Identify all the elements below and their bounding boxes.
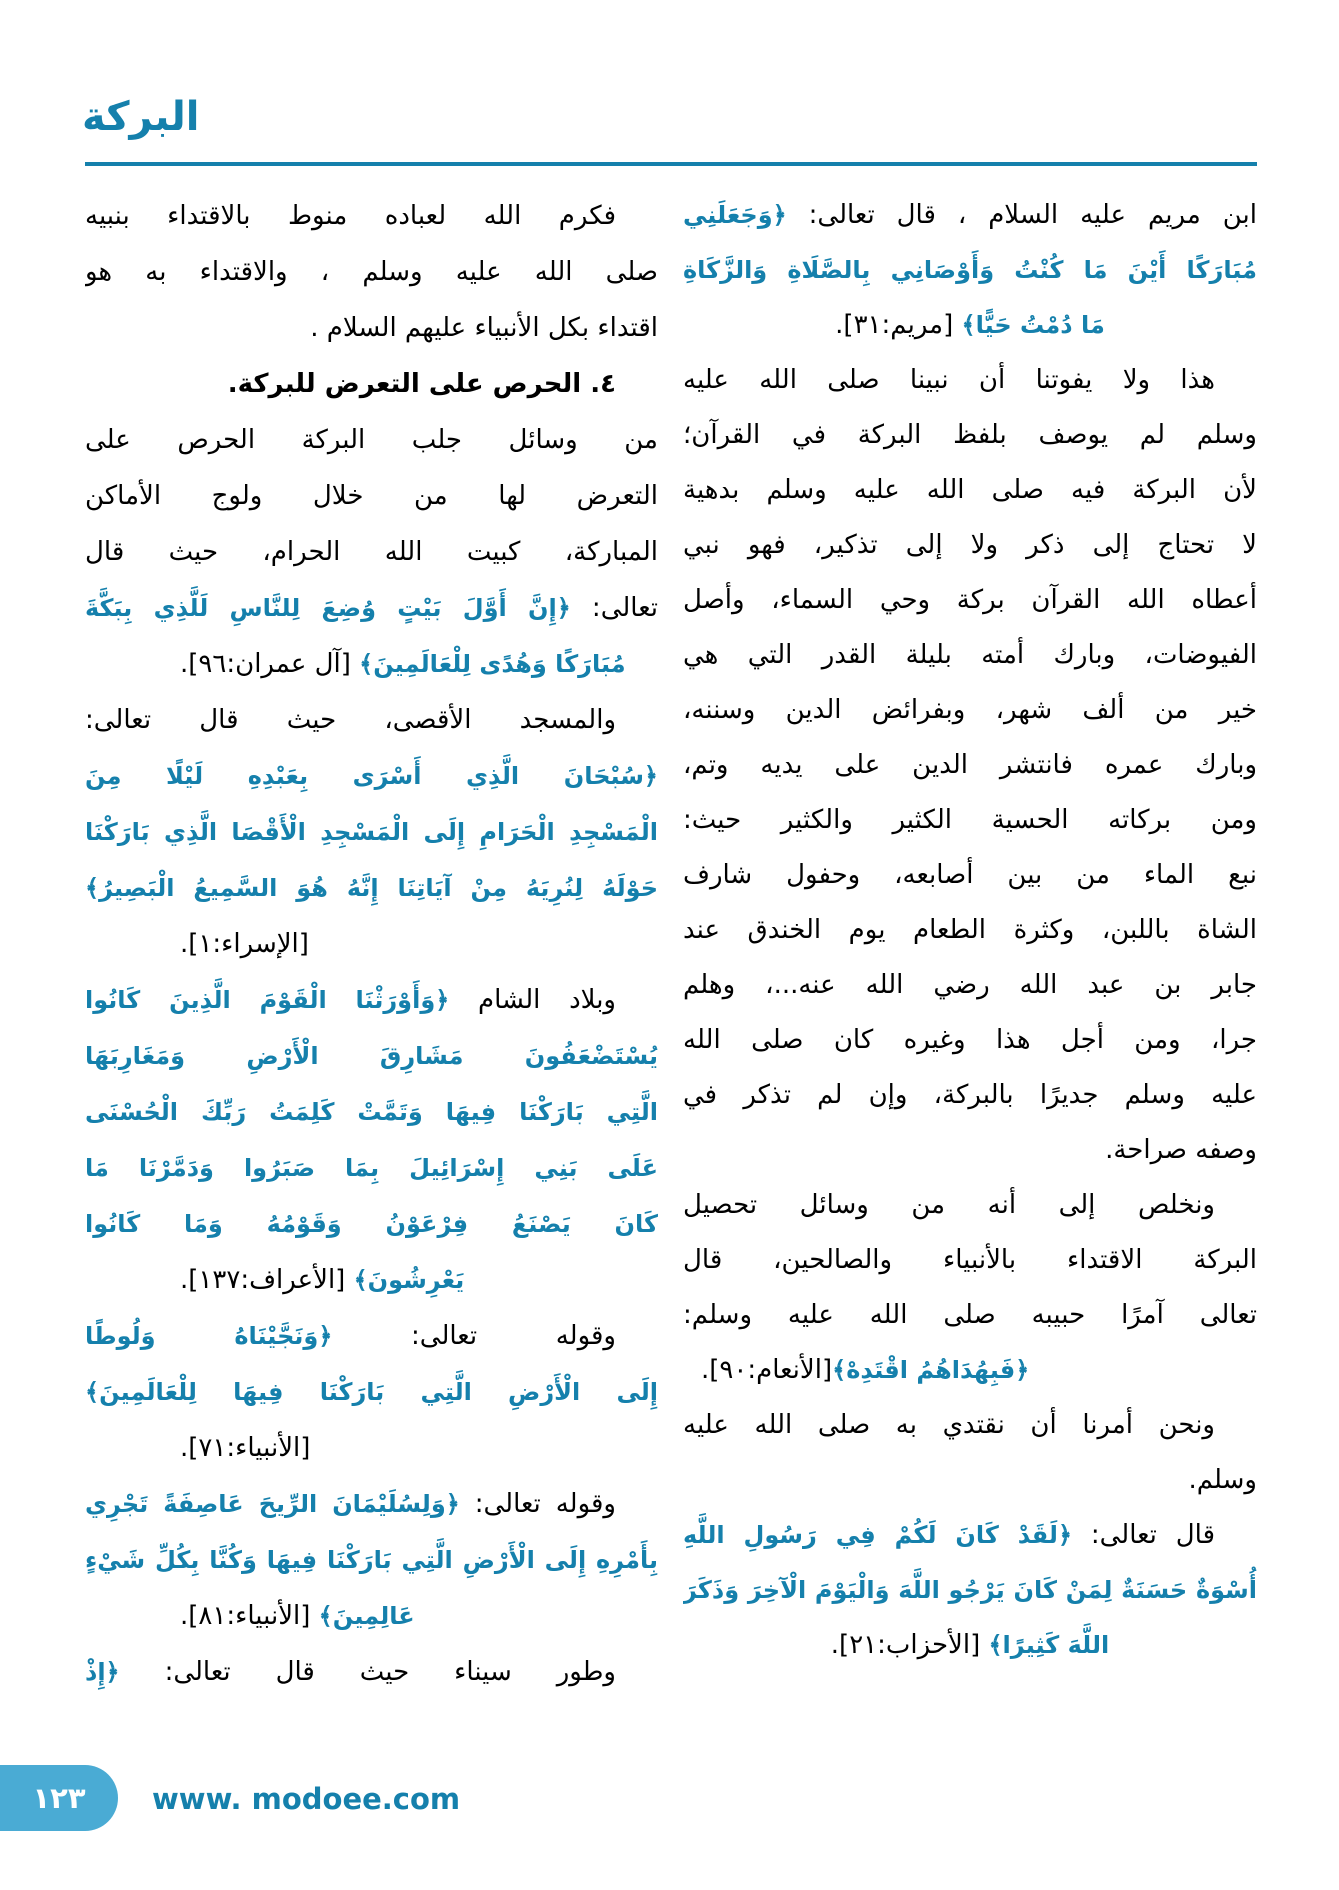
text-column-left	[85, 188, 658, 1700]
quran-verse-segment: عَلَى بَنِي إِسْرَائِيلَ بِمَا صَبَرُوا وَدَمَّرْنَا مَا	[85, 1154, 658, 1182]
quran-verse-segment: أُسْوَةٌ حَسَنَةٌ لِمَنْ كَانَ يَرْجُو اللَّهَ وَالْيَوْمَ الْآخِرَ وَذَكَرَ	[683, 1576, 1257, 1604]
quran-verse-segment: يَعْرِشُونَ﴾	[353, 1266, 465, 1294]
text-line	[683, 958, 1257, 1013]
body-text-segment: التعرض لها من خلال ولوج الأماكن	[85, 481, 658, 511]
body-text-segment: المباركة، كبيت الله الحرام، حيث قال	[85, 537, 658, 567]
section-heading	[85, 356, 658, 412]
text-line	[683, 628, 1257, 683]
text-line	[85, 412, 658, 468]
text-line	[85, 1084, 658, 1140]
body-text-segment: [الإسراء:١].	[180, 929, 309, 959]
text-line	[85, 524, 658, 580]
body-text-segment: البركة الاقتداء بالأنبياء والصالحين، قال	[683, 1245, 1257, 1275]
quran-verse-segment: ﴿سُبْحَانَ الَّذِي أَسْرَى بِعَبْدِهِ لَيْلًا مِنَ	[85, 762, 658, 790]
text-line	[85, 1140, 658, 1196]
text-line	[85, 1420, 658, 1476]
text-line	[85, 1308, 658, 1364]
body-text-segment: وبلاد الشام	[449, 985, 616, 1015]
text-line	[85, 580, 658, 636]
text-line	[85, 972, 658, 1028]
quran-verse-segment: مُبَارَكًا وَهُدًى لِلْعَالَمِينَ﴾	[359, 650, 626, 678]
text-line	[683, 243, 1257, 298]
body-text-segment: وبارك عمره فانتشر الدين على يديه وتم،	[683, 750, 1257, 780]
quran-verse-segment: ﴿إِذْ	[85, 1658, 120, 1686]
text-line	[683, 1013, 1257, 1068]
body-text-segment: خير من ألف شهر، وبفرائض الدين وسننه،	[683, 695, 1257, 725]
text-line	[683, 1288, 1257, 1343]
body-text-segment: [الأحزاب:٢١].	[830, 1630, 989, 1660]
quran-verse-segment: ﴿فَبِهُدَاهُمُ اقْتَدِهْ﴾	[832, 1356, 1030, 1384]
text-line	[683, 1178, 1257, 1233]
body-text-segment: الفيوضات، وبارك أمته بليلة القدر التي هي	[683, 640, 1257, 670]
text-line	[683, 298, 1257, 353]
body-text-segment: تعالى:	[570, 593, 658, 623]
body-text-segment: لأن البركة فيه صلى الله عليه وسلم بدهية	[683, 475, 1257, 505]
text-line	[85, 244, 658, 300]
quran-verse-segment: مَا دُمْتُ حَيًّا﴾	[961, 311, 1105, 339]
text-line	[683, 408, 1257, 463]
page-number: ١٢٣	[32, 1781, 86, 1815]
text-line	[683, 683, 1257, 738]
text-line	[683, 1453, 1257, 1508]
website-url: www. modoee.com	[152, 1782, 461, 1816]
quran-verse-segment: حَوْلَهُ لِنُرِيَهُ مِنْ آيَاتِنَا إِنَّهُ هُوَ السَّمِيعُ الْبَصِيرُ﴾	[85, 874, 658, 902]
body-text-segment: اقتداء بكل الأنبياء عليهم السلام .	[310, 313, 658, 343]
quran-verse-segment: ﴿وَنَجَّيْنَاهُ وَلُوطًا	[85, 1322, 333, 1350]
quran-verse-segment: ﴿وَلِسُلَيْمَانَ الرِّيحَ عَاصِفَةً تَجْرِي	[85, 1490, 460, 1518]
text-line	[85, 916, 658, 972]
text-column-right	[683, 188, 1257, 1673]
text-line	[683, 518, 1257, 573]
quran-verse-segment: اللَّهَ كَثِيرًا﴾	[988, 1631, 1110, 1659]
text-line	[683, 793, 1257, 848]
body-text-segment: جابر بن عبد الله رضي الله عنه...، وهلم	[683, 970, 1257, 1000]
text-line	[85, 636, 658, 692]
text-line	[85, 1644, 658, 1700]
body-text-segment: [الأنبياء:٧١].	[180, 1433, 311, 1463]
quran-verse-segment: بِأَمْرِهِ إِلَى الْأَرْضِ الَّتِي بَارَكْنَا فِيهَا وَكُنَّا بِكُلِّ شَيْءٍ	[85, 1546, 658, 1574]
body-text-segment: من وسائل جلب البركة الحرص على	[85, 425, 658, 455]
text-line	[683, 353, 1257, 408]
text-line	[85, 1196, 658, 1252]
text-line	[85, 692, 658, 748]
quran-verse-segment: إِلَى الْأَرْضِ الَّتِي بَارَكْنَا فِيهَا لِلْعَالَمِينَ﴾	[85, 1378, 658, 1406]
text-line	[683, 903, 1257, 958]
text-line	[85, 804, 658, 860]
body-text-segment: ومن بركاته الحسية الكثير والكثير حيث:	[683, 805, 1257, 835]
body-text-segment: وقوله تعالى:	[332, 1321, 616, 1351]
quran-verse-segment: ﴿لَقَدْ كَانَ لَكُمْ فِي رَسُولِ اللَّهِ	[683, 1521, 1073, 1549]
text-line	[683, 1508, 1257, 1563]
text-line	[683, 848, 1257, 903]
text-line	[85, 860, 658, 916]
body-text-segment: [الأعراف:١٣٧].	[180, 1265, 354, 1295]
quran-verse-segment: عَالِمِينَ﴾	[318, 1602, 415, 1630]
body-text-segment: [الأنبياء:٨١].	[180, 1601, 319, 1631]
text-line	[683, 1343, 1257, 1398]
body-text-segment: عليه وسلم جديرًا بالبركة، وإن لم تذكر في	[683, 1080, 1257, 1110]
quran-verse-segment: كَانَ يَصْنَعُ فِرْعَوْنُ وَقَوْمُهُ وَمَا كَانُوا	[85, 1210, 658, 1238]
body-text-segment: ونخلص إلى أنه من وسائل تحصيل	[683, 1190, 1215, 1220]
body-text-segment: ونحن أمرنا أن نقتدي به صلى الله عليه	[683, 1410, 1215, 1440]
text-line	[683, 188, 1257, 243]
body-text-segment: فكرم الله لعباده منوط بالاقتداء بنبيه	[85, 201, 616, 231]
text-line	[85, 1588, 658, 1644]
body-text-segment: صلى الله عليه وسلم ، والاقتداء به هو	[85, 257, 658, 287]
text-line	[85, 748, 658, 804]
body-text-segment: لا تحتاج إلى ذكر ولا إلى تذكير، فهو نبي	[683, 530, 1257, 560]
text-line	[85, 1532, 658, 1588]
text-line	[85, 300, 658, 356]
text-line	[85, 1028, 658, 1084]
body-text-segment: تعالى آمرًا حبيبه صلى الله عليه وسلم:	[683, 1300, 1257, 1330]
body-text-segment: ابن مريم عليه السلام ، قال تعالى:	[786, 200, 1257, 230]
body-text-segment: ٤. الحرص على التعرض للبركة.	[227, 369, 616, 399]
text-line	[683, 1123, 1257, 1178]
text-line	[683, 738, 1257, 793]
text-line	[85, 188, 658, 244]
body-text-segment: أعطاه الله القرآن بركة وحي السماء، وأصل	[683, 585, 1257, 615]
quran-verse-segment: ﴿وَجَعَلَنِي	[683, 201, 787, 229]
body-text-segment: وطور سيناء حيث قال تعالى:	[119, 1657, 616, 1687]
body-text-segment: وصفه صراحة.	[1105, 1135, 1257, 1165]
text-line	[683, 1563, 1257, 1618]
body-text-segment: [آل عمران:٩٦].	[180, 649, 360, 679]
quran-verse-segment: مُبَارَكًا أَيْنَ مَا كُنْتُ وَأَوْصَانِي بِالصَّلَاةِ وَالزَّكَاةِ	[683, 256, 1257, 284]
text-line	[683, 463, 1257, 518]
body-text-segment: [مريم:٣١].	[835, 310, 962, 340]
body-text-segment: قال تعالى:	[1072, 1520, 1216, 1550]
quran-verse-segment: يُسْتَضْعَفُونَ مَشَارِقَ الْأَرْضِ وَمَغَارِبَهَا	[85, 1042, 658, 1070]
text-line	[85, 1252, 658, 1308]
page-number-badge	[0, 1765, 118, 1831]
text-line	[683, 1233, 1257, 1288]
body-text-segment: والمسجد الأقصى، حيث قال تعالى:	[85, 705, 616, 735]
body-text-segment: الشاة باللبن، وكثرة الطعام يوم الخندق عند	[683, 915, 1257, 945]
quran-verse-segment: الْمَسْجِدِ الْحَرَامِ إِلَى الْمَسْجِدِ الْأَقْصَا الَّذِي بَارَكْنَا	[85, 818, 658, 846]
quran-verse-segment: الَّتِي بَارَكْنَا فِيهَا وَتَمَّتْ كَلِمَتُ رَبِّكَ الْحُسْنَى	[85, 1098, 658, 1126]
body-text-segment: نبع الماء من بين أصابعه، وحفول شارف	[683, 860, 1257, 890]
text-line	[85, 468, 658, 524]
text-line	[85, 1476, 658, 1532]
body-text-segment: وقوله تعالى:	[459, 1489, 616, 1519]
text-line	[85, 1364, 658, 1420]
body-text-segment: جرا، ومن أجل هذا وغيره كان صلى الله	[683, 1025, 1257, 1055]
body-text-segment: وسلم.	[1188, 1465, 1257, 1495]
text-line	[683, 1398, 1257, 1453]
body-text-segment: هذا ولا يفوتنا أن نبينا صلى الله عليه	[683, 365, 1215, 395]
body-text-segment: وسلم لم يوصف بلفظ البركة في القرآن؛	[683, 420, 1257, 450]
quran-verse-segment: ﴿إِنَّ أَوَّلَ بَيْتٍ وُضِعَ لِلنَّاسِ لَلَّذِي بِبَكَّةَ	[85, 594, 571, 622]
quran-verse-segment: ﴿وَأَوْرَثْنَا الْقَوْمَ الَّذِينَ كَانُوا	[85, 986, 450, 1014]
text-line	[683, 573, 1257, 628]
page-header-title: البركة	[82, 94, 200, 140]
body-text-segment: [الأنعام:٩٠].	[701, 1355, 833, 1385]
header-rule	[85, 162, 1257, 166]
text-line	[683, 1618, 1257, 1673]
text-line	[683, 1068, 1257, 1123]
